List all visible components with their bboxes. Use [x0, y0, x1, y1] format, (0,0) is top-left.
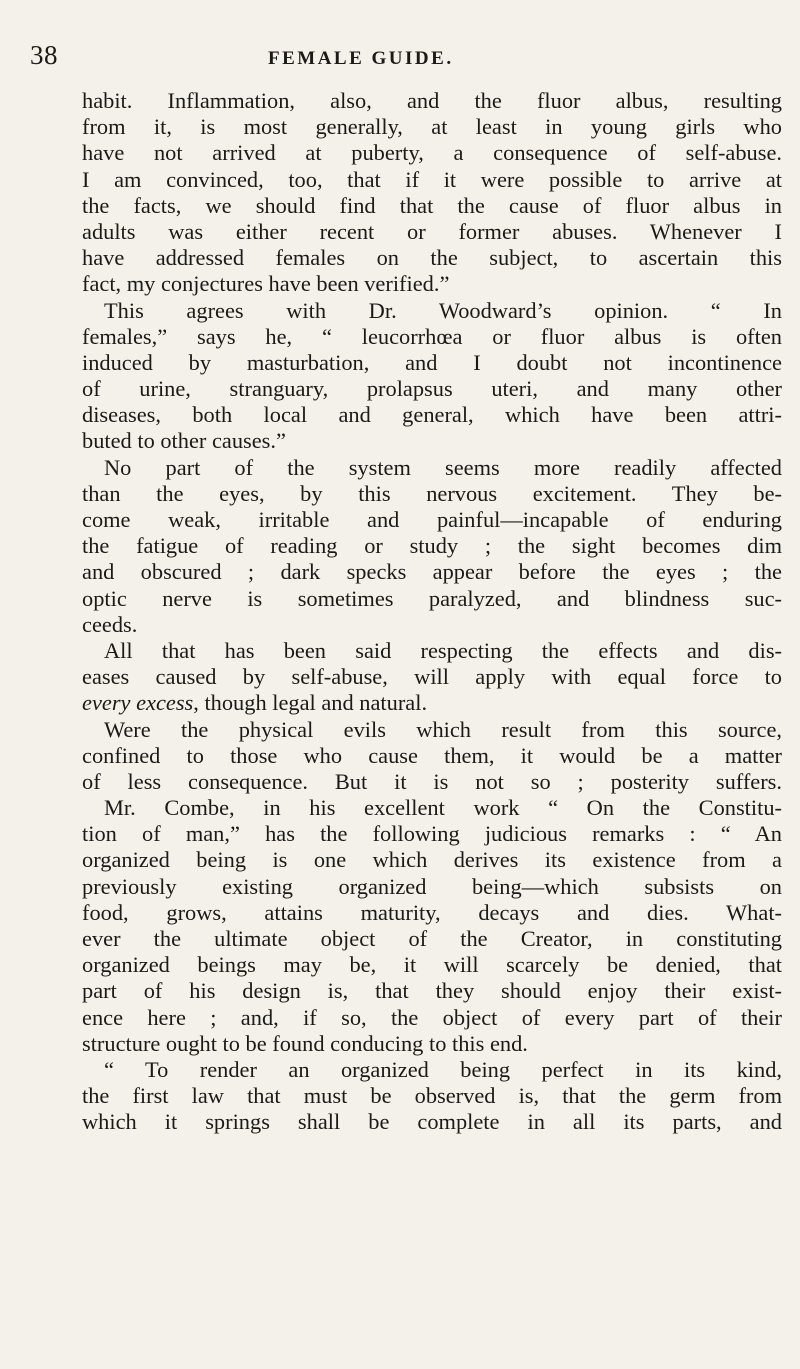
text-line: part of his design is, that they should enjoy their exist-	[82, 978, 782, 1004]
text-line: This agrees with Dr. Woodward’s opinion. “ In	[104, 297, 782, 323]
text-line: ever the ultimate object of the Creator, in constituting	[82, 926, 782, 951]
text-line: and obscured ; dark specks appear before the eyes ; the	[82, 559, 782, 585]
text-line: come weak, irritable and painful—incapable of enduring	[82, 507, 782, 532]
text-line: the first law that must be observed is, that the germ from	[82, 1083, 782, 1109]
text-line: eases caused by self-abuse, will apply with equal force to	[82, 664, 782, 690]
text-line: diseases, both local and general, which have been attri-	[82, 402, 782, 428]
text-line: tion of man,” has the following judicious remarks : “ An	[82, 821, 782, 847]
text-line: induced by masturbation, and I doubt not incontinence	[82, 349, 782, 375]
text-line: the facts, we should find that the cause of fluor albus in	[82, 192, 782, 218]
text-line: organized beings may be, it will scarcely be denied, that	[82, 952, 782, 978]
text-line: habit. Inflammation, also, and the fluor albus, resulting	[82, 88, 782, 113]
text-line: confined to those who cause them, it would be a matter	[82, 742, 782, 768]
text-line: have addressed females on the subject, to ascertain this	[82, 245, 782, 271]
text-line: buted to other causes.”	[82, 428, 286, 454]
text-line: than the eyes, by this nervous excitement. They be-	[82, 480, 782, 506]
text-line: of less consequence. But it is not so ; posterity suffers.	[82, 768, 782, 794]
text-line: optic nerve is sometimes paralyzed, and blindness suc-	[82, 585, 782, 611]
running-head: FEMALE GUIDE.	[268, 48, 454, 69]
text-line-emphasis	[82, 690, 782, 716]
text-line: previously existing organized being—which subsists on	[82, 873, 782, 899]
text-line: structure ought to be found conducing to this end.	[82, 1030, 528, 1056]
text-line: Were the physical evils which result from this source,	[104, 716, 782, 742]
text-line: the fatigue of reading or study ; the sight becomes dim	[82, 533, 782, 559]
text-fragment: , though legal and natural.	[193, 690, 428, 716]
page-header	[30, 40, 790, 76]
text-line: “ To render an organized being perfect in its kind,	[104, 1056, 782, 1082]
text-line: organized being is one which derives its existence from a	[82, 847, 782, 873]
text-line: All that has been said respecting the effects and dis-	[104, 637, 782, 663]
text-line: Mr. Combe, in his excellent work “ On the Constitu-	[104, 795, 782, 821]
text-line: ence here ; and, if so, the object of every part of their	[82, 1004, 782, 1030]
emphasis-every-excess: every excess	[82, 690, 194, 716]
text-line: females,” says he, “ leucorrhœa or fluor albus is often	[82, 323, 782, 349]
text-line: have not arrived at puberty, a consequence of self-abuse.	[82, 140, 782, 166]
text-line: ceeds.	[82, 611, 138, 637]
text-line: which it springs shall be complete in all its parts, and	[82, 1109, 782, 1135]
text-line: of urine, stranguary, prolapsus uteri, and many other	[82, 376, 782, 402]
text-line: food, grows, attains maturity, decays and dies. What-	[82, 899, 782, 925]
text-line: fact, my conjectures have been verified.”	[82, 271, 450, 297]
text-line: from it, is most generally, at least in young girls who	[82, 114, 782, 140]
text-line: No part of the system seems more readily affected	[104, 454, 782, 480]
text-line: adults was either recent or former abuses. Whenever I	[82, 218, 782, 244]
text-line: I am convinced, too, that if it were possible to arrive at	[82, 166, 782, 192]
body-text	[82, 88, 782, 1136]
page-number: 38	[30, 40, 58, 70]
